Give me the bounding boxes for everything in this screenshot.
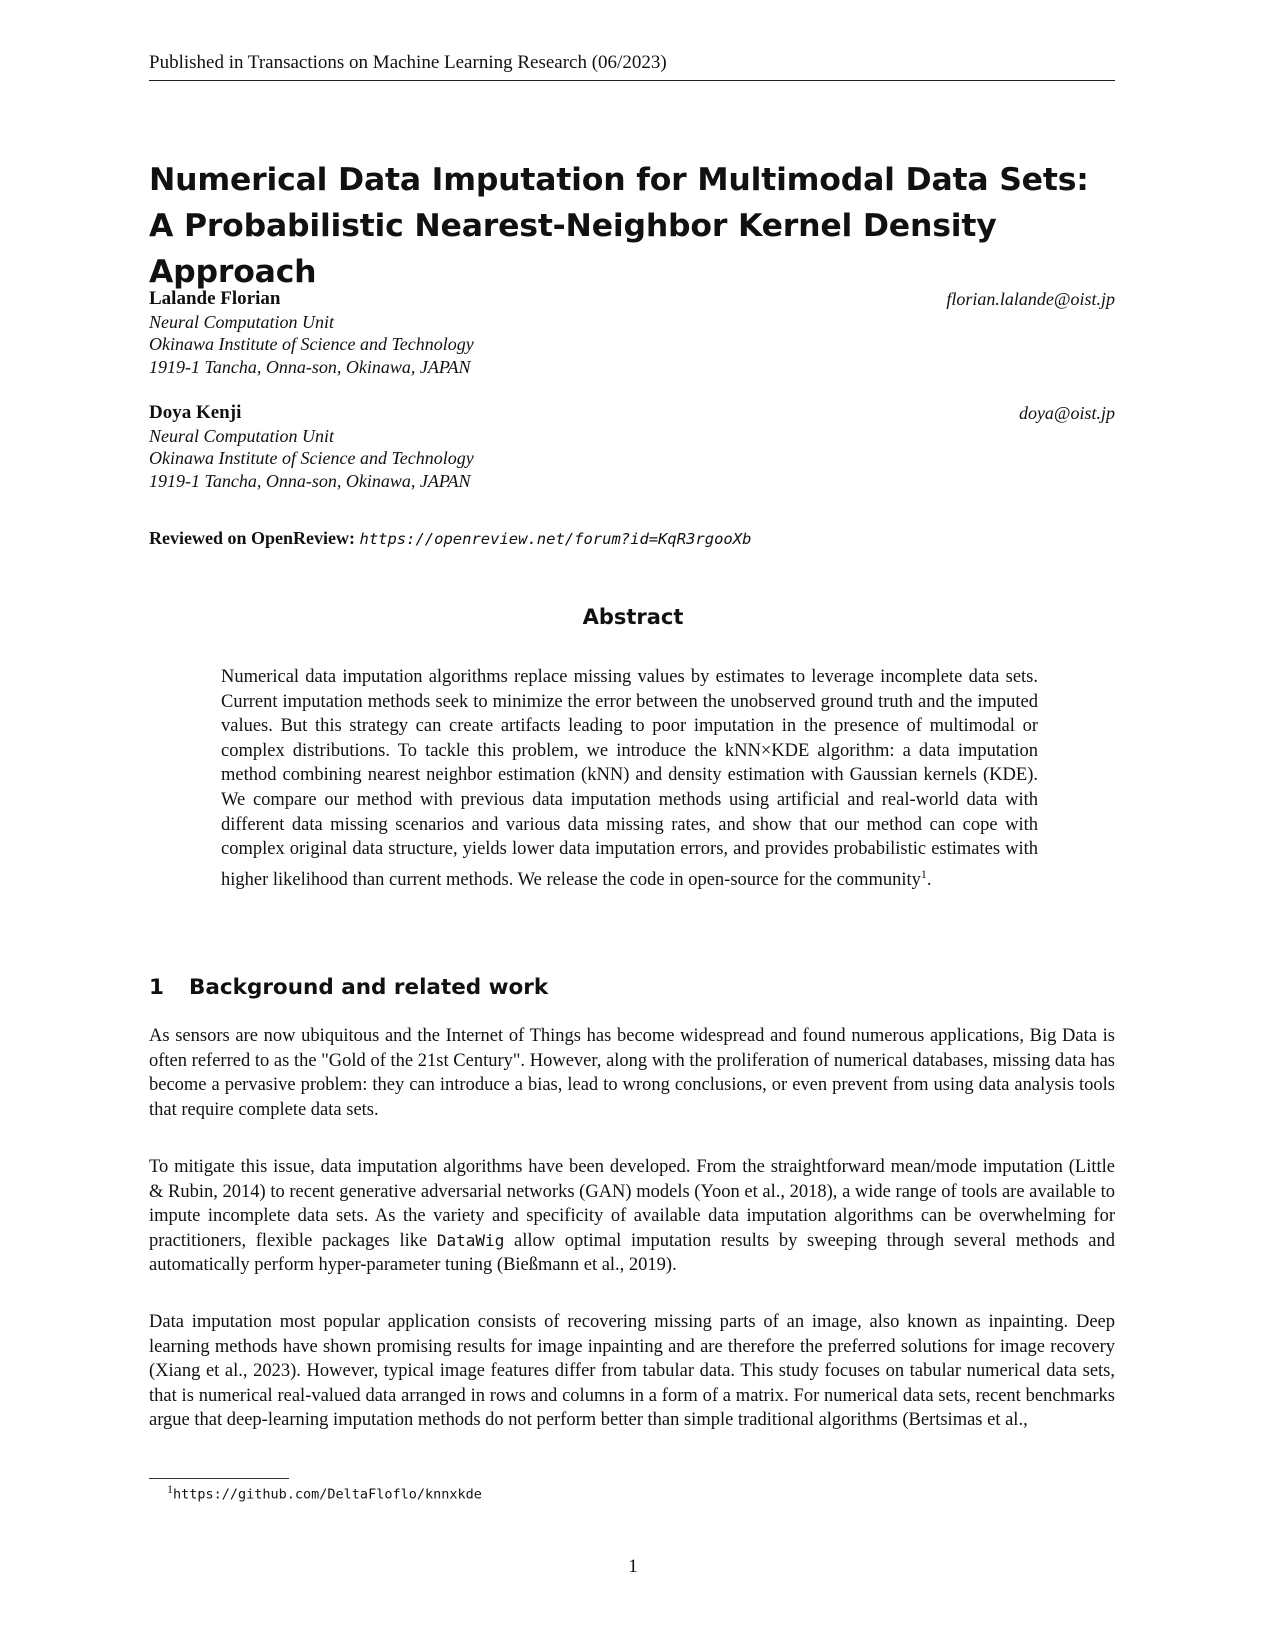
author-name: Doya Kenji xyxy=(149,402,242,423)
paper-title xyxy=(149,157,1129,295)
footnote-number: 1 xyxy=(167,1482,173,1496)
author-institute: Okinawa Institute of Science and Technology xyxy=(149,334,474,354)
page-number: 1 xyxy=(628,1556,638,1577)
author-block-2 xyxy=(149,402,1115,492)
footnote-rule xyxy=(149,1478,289,1479)
review-line xyxy=(149,528,751,549)
abstract-heading: Abstract xyxy=(582,605,684,629)
author-address: 1919-1 Tancha, Onna-son, Okinawa, JAPAN xyxy=(149,470,471,491)
author-email[interactable]: doya@oist.jp xyxy=(1018,403,1115,423)
author-block-1 xyxy=(149,288,1115,378)
abstract-text xyxy=(221,665,1038,893)
author-unit: Neural Computation Unit xyxy=(149,311,335,332)
abstract-end: . xyxy=(926,869,932,890)
author-email[interactable]: florian.lalande@oist.jp xyxy=(946,289,1115,309)
review-label: Reviewed on OpenReview: xyxy=(149,528,355,548)
paragraph-1: As sensors are now ubiquitous and the Internet of Things has become widespread and found numerous applications, Big Data is often referred to as the "Gold of the 21st Century". However, along with the proliferation of numerical databases, missing data has become a pervasive problem: they can introduce a bias, lead to wrong conclusions, or even prevent from using data analysis tools that require complete data sets. xyxy=(149,1026,1115,1120)
author-unit: Neural Computation Unit xyxy=(149,425,335,446)
author-name: Lalande Florian xyxy=(149,288,281,309)
abstract-body: Numerical data imputation algorithms replace missing values by estimates to leverage incomplete data sets. Current imputation methods seek to minimize the error between the unobserved ground truth and the imputed values. But this strategy can create artifacts leading to poor imputation in the presence of multimodal or complex distributions. To tackle this problem, we introduce the kNN×KDE algorithm: a data imputation method combining nearest neighbor estimation (kNN) and density estimation with Gaussian kernels (KDE). We compare our method with previous data imputation methods using artificial and real-world data with different data missing scenarios and various data missing rates, and show that our method can cope with complex original data structure, yields lower data imputation errors, and provides probabilistic estimates with higher likelihood than current methods. We release the code in open-source for the community xyxy=(221,667,1038,890)
author-address: 1919-1 Tancha, Onna-son, Okinawa, JAPAN xyxy=(149,356,471,377)
title-line-1: Numerical Data Imputation for Multimodal Data Sets: xyxy=(149,162,1089,198)
openreview-link[interactable]: https://openreview.net/forum?id=KqR3rgooXb xyxy=(359,530,752,548)
title-line-2: A Probabilistic Nearest-Neighbor Kernel Density Approach xyxy=(149,208,997,290)
paragraph-3: Data imputation most popular application consists of recovering missing parts of an image, also known as inpainting. Deep learning methods have shown promising results for image inpainting and are therefore the preferred solutions for image recovery (Xiang et al., 2023). However, typical image features differ from tabular data. This study focuses on tabular numerical data sets, that is numerical real-valued data arranged in rows and columns in a form of a matrix. For numerical data sets, recent benchmarks argue that deep-learning imputation methods do not perform better than simple traditional algorithms (Bertsimas et al., xyxy=(149,1312,1115,1431)
author-institute: Okinawa Institute of Science and Technology xyxy=(149,448,474,468)
paragraph-2-a: To mitigate this issue, data imputation algorithms have been developed. From the straightforward mean/mode imputation (Little & Rubin, 2014) to recent generative adversarial networks (GAN) models (Yoon et al., 2018), a wide range of tools are available to impute incomplete data sets. As the variety and specificity of available data imputation algorithms can be overwhelming for practitioners, flexible packages like xyxy=(149,1157,1115,1251)
section-heading xyxy=(149,975,548,1000)
footnote-url[interactable]: https://github.com/DeltaFloflo/knnxkde xyxy=(173,1486,482,1503)
footnote xyxy=(167,1482,482,1504)
footnote-mark[interactable]: 1 xyxy=(920,866,927,881)
section-title-text: Background and related work xyxy=(189,975,549,1000)
paragraph-2 xyxy=(149,1155,1115,1278)
datawig-code: DataWig xyxy=(436,1230,505,1250)
paragraph-2-b: allow optimal imputation results by sweeping through several methods and automatically perform hyper-parameter tuning (Bießmann et al., 2019). xyxy=(149,1230,1115,1276)
section-number: 1 xyxy=(149,975,164,1000)
running-header: Published in Transactions on Machine Learning Research (06/2023) xyxy=(149,52,1115,81)
